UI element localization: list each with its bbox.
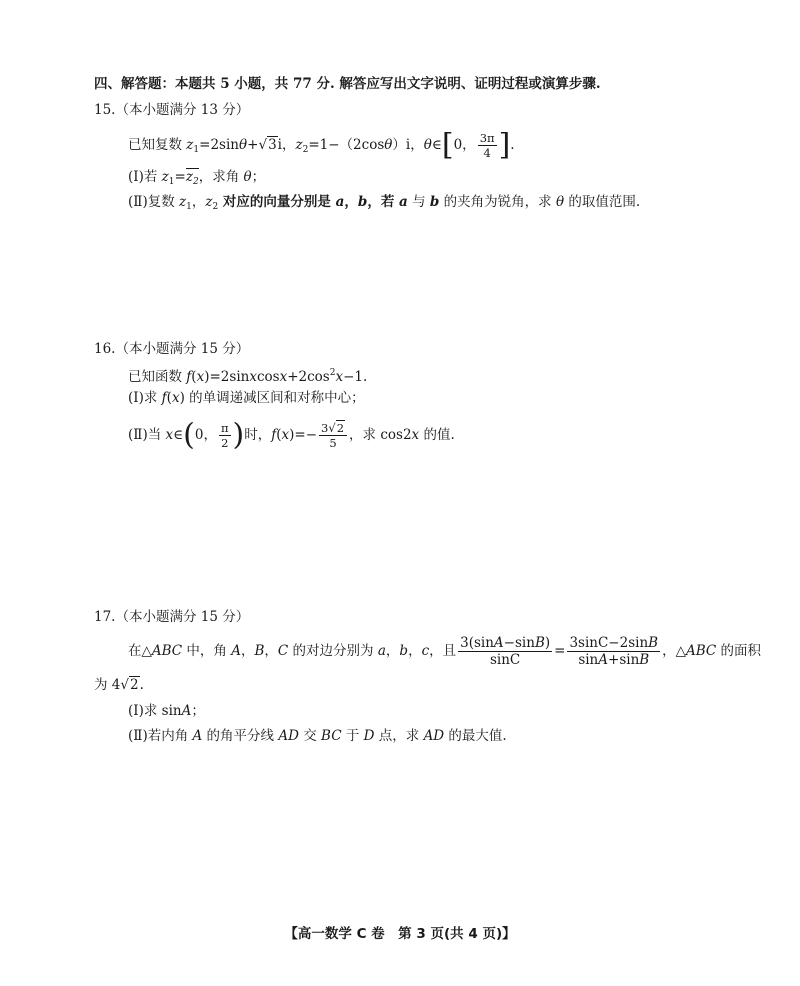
section-header: 四、解答题：本题共 5 小题，共 77 分. 解答应写出文字说明、证明过程或演算步骤. [94,76,601,92]
fraction-right: $\frac{3\sin C-2\sin B}{\sin A+\sin B}$ [569,635,659,668]
fraction-left: $\frac{3(\sin A-\sin B)}{\sin C}$ [460,635,551,668]
fraction-3sqrt2-5: $\frac{3√2}{5}$ [319,421,347,450]
q15-stem: 已知复数 $z_1=2\sin\theta+√3i$，$z_2=1-(2\cos\theta)i$，θ∈[0， $\frac{3\pi}{4}$ ]. [128,127,515,163]
q17-stem: 在△ABC 中，角 A，B，C 的对边分别为 a，b，c，且 $\frac{3(\sin A-\sin B)}{\sin C}$ = $\frac{3\sin C-2\sin B}{\sin A+\sin B}$ ，△ABC 的面积 [128,635,762,668]
q17-stem-continued: 为 4√2. [94,677,144,693]
page-footer: 【高一数学 C 卷 第 3 页(共 4 页)】 [284,926,516,942]
q15-label: 15.（本小题满分 13 分） [94,102,250,118]
q17-part2: (Ⅱ)若内角 A 的角平分线 AD 交 BC 于 D 点，求 AD 的最大值. [128,728,507,744]
sqrt-symbol: √3 [258,137,277,153]
q16-stem: 已知函数 $f(x)=2sinxcosx+2\cos^2x-1$. [128,368,368,385]
fraction-pi-2: $\frac{\pi}{2}$ [220,421,229,450]
q15-part2: (Ⅱ)复数 $z_1$，$z_2$ 对应的向量分别是 a，b，若 a 与 b 的夹角为锐角，求 θ 的取值范围. [128,194,641,212]
q15-part1: (Ⅰ)若 $z_1=z_2$，求角 θ； [128,169,266,187]
q16-label: 16.（本小题满分 15 分） [94,341,250,357]
q16-part1: (Ⅰ)求 f(x) 的单调递减区间和对称中心； [128,390,365,406]
fraction-3pi-4: $\frac{3\pi}{4}$ [479,131,495,160]
q17-part1: (Ⅰ)求 sinA； [128,703,205,719]
q17-label: 17.（本小题满分 15 分） [94,609,250,625]
q16-part2: (Ⅱ)当 x∈(0， $\frac{\pi}{2}$ )时，f(x)=− $\frac{3√2}{5}$ ，求 cos2x 的值. [128,417,455,453]
